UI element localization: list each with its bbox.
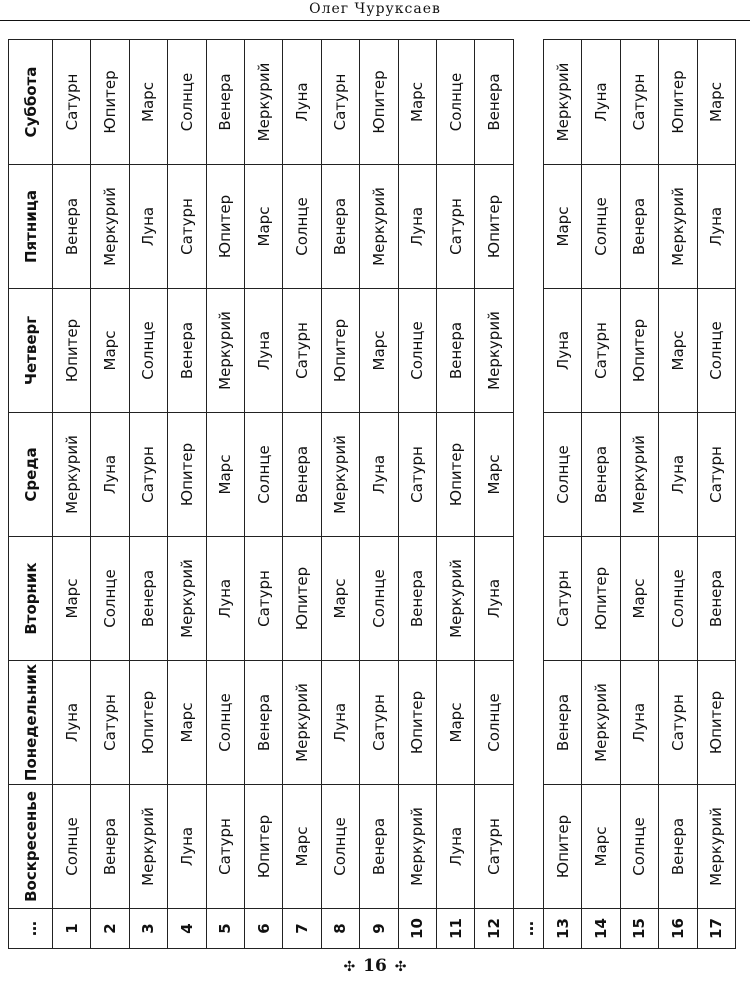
planet-cell: Юпитер <box>53 289 91 413</box>
column-header: Понедельник <box>9 661 53 785</box>
planet-cell: Юпитер <box>436 413 474 537</box>
planet-cell: Луна <box>398 165 436 289</box>
planet-cell: Сатурн <box>206 785 244 909</box>
row-number: 2 <box>91 909 129 949</box>
planet-cell: Солнце <box>244 413 282 537</box>
planet-cell: Марс <box>544 165 582 289</box>
planet-cell: Солнце <box>475 661 513 785</box>
planet-cell: Луна <box>129 165 167 289</box>
planet-cell: Меркурий <box>475 289 513 413</box>
table-row <box>244 40 282 949</box>
planet-cell: Луна <box>91 413 129 537</box>
planet-cell: Венера <box>129 537 167 661</box>
row-number: 12 <box>475 909 513 949</box>
row-number: 3 <box>129 909 167 949</box>
planet-cell: Венера <box>398 537 436 661</box>
planet-cell: Марс <box>436 661 474 785</box>
planet-cell: Марс <box>283 785 321 909</box>
row-number: 8 <box>321 909 359 949</box>
planet-cell: Юпитер <box>544 785 582 909</box>
planet-cell: Луна <box>321 661 359 785</box>
planet-cell: Меркурий <box>168 537 206 661</box>
planet-cell: Венера <box>244 661 282 785</box>
planet-cell: Сатурн <box>475 785 513 909</box>
planet-cell: Солнце <box>582 165 620 289</box>
planet-cell: Венера <box>544 661 582 785</box>
gap-spacer <box>513 40 543 909</box>
rotated-table-container <box>8 40 736 949</box>
planet-cell: Луна <box>697 165 735 289</box>
table-row <box>475 40 513 949</box>
planet-cell: Меркурий <box>360 165 398 289</box>
planet-cell: Марс <box>582 785 620 909</box>
planet-cell: Сатурн <box>659 661 697 785</box>
planet-cell: Луна <box>53 661 91 785</box>
row-number: 14 <box>582 909 620 949</box>
planet-cell: Юпитер <box>620 289 658 413</box>
planet-cell: Сатурн <box>283 289 321 413</box>
planet-cell: Марс <box>697 40 735 165</box>
ornament-left-icon: ✣ <box>343 959 356 975</box>
table-row <box>53 40 91 949</box>
planet-cell: Солнце <box>321 785 359 909</box>
planet-cell: Сатурн <box>697 413 735 537</box>
planet-cell: Венера <box>659 785 697 909</box>
table-row <box>620 40 658 949</box>
planet-cell: Сатурн <box>91 661 129 785</box>
planet-cell: Марс <box>360 289 398 413</box>
table-row <box>91 40 129 949</box>
planet-cell: Венера <box>360 785 398 909</box>
table-row <box>544 40 582 949</box>
planet-cell: Солнце <box>659 537 697 661</box>
planet-cell: Меркурий <box>129 785 167 909</box>
planet-cell: Луна <box>544 289 582 413</box>
planet-cell: Марс <box>659 289 697 413</box>
row-number: 5 <box>206 909 244 949</box>
page-number-value: 16 <box>363 956 387 976</box>
planet-cell: Марс <box>475 413 513 537</box>
planet-cell: Сатурн <box>360 661 398 785</box>
planet-cell: Венера <box>283 413 321 537</box>
planetary-hours-table-area <box>8 40 736 949</box>
planet-cell: Солнце <box>398 289 436 413</box>
planet-cell: Луна <box>659 413 697 537</box>
row-number: 15 <box>620 909 658 949</box>
planet-cell: Луна <box>244 289 282 413</box>
planet-cell: Марс <box>321 537 359 661</box>
planet-cell: Меркурий <box>91 165 129 289</box>
table-row <box>129 40 167 949</box>
table-row <box>398 40 436 949</box>
planet-cell: Венера <box>91 785 129 909</box>
row-number: 11 <box>436 909 474 949</box>
column-header: Пятница <box>9 165 53 289</box>
row-number: 10 <box>398 909 436 949</box>
table-row <box>360 40 398 949</box>
table-row <box>697 40 735 949</box>
row-number: 7 <box>283 909 321 949</box>
planet-cell: Меркурий <box>620 413 658 537</box>
planet-cell: Юпитер <box>129 661 167 785</box>
planet-cell: Солнце <box>53 785 91 909</box>
planet-cell: Луна <box>168 785 206 909</box>
planet-cell: Луна <box>283 40 321 165</box>
row-number: 1 <box>53 909 91 949</box>
table-header-row <box>9 40 53 949</box>
header-rule <box>0 20 750 21</box>
planet-cell: Солнце <box>129 289 167 413</box>
column-header: Суббота <box>9 40 53 165</box>
column-header: Воскресенье <box>9 785 53 909</box>
planetary-hours-table <box>8 39 736 949</box>
planet-cell: Меркурий <box>53 413 91 537</box>
planet-cell: Меркурий <box>398 785 436 909</box>
planet-cell: Луна <box>582 40 620 165</box>
planet-cell: Марс <box>168 661 206 785</box>
planet-cell: Венера <box>582 413 620 537</box>
planet-cell: Луна <box>436 785 474 909</box>
planet-cell: Солнце <box>283 165 321 289</box>
planet-cell: Сатурн <box>620 40 658 165</box>
planet-cell: Меркурий <box>697 785 735 909</box>
planet-cell: Сатурн <box>544 537 582 661</box>
planet-cell: Сатурн <box>168 165 206 289</box>
planet-cell: Луна <box>475 537 513 661</box>
planet-cell: Юпитер <box>168 413 206 537</box>
row-number: 4 <box>168 909 206 949</box>
planet-cell: Солнце <box>360 537 398 661</box>
planet-cell: Меркурий <box>206 289 244 413</box>
table-row <box>206 40 244 949</box>
planet-cell: Солнце <box>206 661 244 785</box>
planet-cell: Марс <box>398 40 436 165</box>
table-row <box>582 40 620 949</box>
planet-cell: Юпитер <box>697 661 735 785</box>
planet-cell: Юпитер <box>475 165 513 289</box>
planet-cell: Венера <box>697 537 735 661</box>
planet-cell: Меркурий <box>582 661 620 785</box>
table-row <box>321 40 359 949</box>
planet-cell: Марс <box>206 413 244 537</box>
planet-cell: Венера <box>475 40 513 165</box>
planet-cell: Марс <box>244 165 282 289</box>
planet-cell: Меркурий <box>244 40 282 165</box>
table-row <box>659 40 697 949</box>
planet-cell: Сатурн <box>436 165 474 289</box>
table-row <box>436 40 474 949</box>
planet-cell: Меркурий <box>544 40 582 165</box>
planet-cell: Меркурий <box>659 165 697 289</box>
planet-cell: Венера <box>53 165 91 289</box>
planet-cell: Марс <box>91 289 129 413</box>
planet-cell: Марс <box>620 537 658 661</box>
planet-cell: Венера <box>321 165 359 289</box>
gap-marker: … <box>513 909 543 949</box>
table-row <box>283 40 321 949</box>
page-number <box>0 956 750 976</box>
planet-cell: Юпитер <box>244 785 282 909</box>
running-header-author: Олег Чуруксаев <box>309 1 441 17</box>
planet-cell: Луна <box>620 661 658 785</box>
column-header: Среда <box>9 413 53 537</box>
table-row <box>168 40 206 949</box>
planet-cell: Сатурн <box>244 537 282 661</box>
planet-cell: Юпитер <box>206 165 244 289</box>
planet-cell: Солнце <box>436 40 474 165</box>
planet-cell: Солнце <box>697 289 735 413</box>
planet-cell: Марс <box>53 537 91 661</box>
planet-cell: Солнце <box>544 413 582 537</box>
planet-cell: Солнце <box>91 537 129 661</box>
planet-cell: Юпитер <box>283 537 321 661</box>
planet-cell: Венера <box>436 289 474 413</box>
planet-cell: Меркурий <box>283 661 321 785</box>
column-header: Четверг <box>9 289 53 413</box>
planet-cell: Солнце <box>168 40 206 165</box>
planet-cell: Луна <box>360 413 398 537</box>
planet-cell: Венера <box>168 289 206 413</box>
planet-cell: Сатурн <box>582 289 620 413</box>
column-header: … <box>9 909 53 949</box>
planet-cell: Сатурн <box>398 413 436 537</box>
planet-cell: Юпитер <box>582 537 620 661</box>
planet-cell: Юпитер <box>659 40 697 165</box>
planet-cell: Венера <box>620 165 658 289</box>
planet-cell: Юпитер <box>398 661 436 785</box>
planet-cell: Меркурий <box>321 413 359 537</box>
planet-cell: Юпитер <box>360 40 398 165</box>
planet-cell: Венера <box>206 40 244 165</box>
planet-cell: Юпитер <box>91 40 129 165</box>
planet-cell: Сатурн <box>53 40 91 165</box>
ornament-right-icon: ✣ <box>394 959 407 975</box>
row-number: 6 <box>244 909 282 949</box>
planet-cell: Солнце <box>620 785 658 909</box>
planet-cell: Луна <box>206 537 244 661</box>
planet-cell: Сатурн <box>321 40 359 165</box>
table-gap-row <box>513 40 543 949</box>
planet-cell: Юпитер <box>321 289 359 413</box>
planet-cell: Меркурий <box>436 537 474 661</box>
planet-cell: Сатурн <box>129 413 167 537</box>
column-header: Вторник <box>9 537 53 661</box>
planet-cell: Марс <box>129 40 167 165</box>
row-number: 17 <box>697 909 735 949</box>
row-number: 13 <box>544 909 582 949</box>
row-number: 16 <box>659 909 697 949</box>
row-number: 9 <box>360 909 398 949</box>
